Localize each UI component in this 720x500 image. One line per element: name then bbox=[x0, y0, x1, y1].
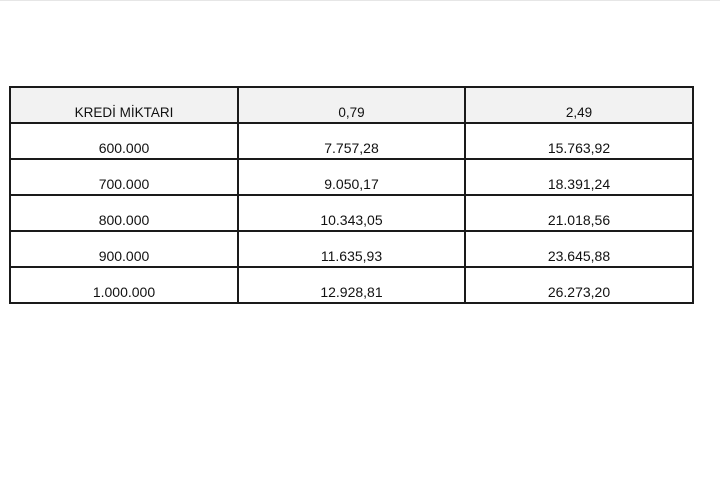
rate-2-value-cell: 15.763,92 bbox=[465, 123, 693, 159]
rate-2-value-cell: 26.273,20 bbox=[465, 267, 693, 303]
loan-amount-cell: 700.000 bbox=[10, 159, 238, 195]
rate-1-value-cell: 9.050,17 bbox=[238, 159, 465, 195]
table-row bbox=[10, 231, 693, 267]
table-row bbox=[10, 159, 693, 195]
loan-amount-cell: 1.000.000 bbox=[10, 267, 238, 303]
table-header-row bbox=[10, 87, 693, 123]
rate-2-value-cell: 23.645,88 bbox=[465, 231, 693, 267]
loan-amount-cell: 600.000 bbox=[10, 123, 238, 159]
loan-amount-cell: 800.000 bbox=[10, 195, 238, 231]
rate-2-value-cell: 21.018,56 bbox=[465, 195, 693, 231]
loan-amount-cell: 900.000 bbox=[10, 231, 238, 267]
top-divider bbox=[0, 0, 720, 1]
loan-payment-table bbox=[9, 86, 694, 304]
table-row bbox=[10, 267, 693, 303]
rate-1-value-cell: 10.343,05 bbox=[238, 195, 465, 231]
table-row bbox=[10, 195, 693, 231]
header-cell-loan-amount: KREDİ MİKTARI bbox=[10, 87, 238, 123]
rate-1-value-cell: 12.928,81 bbox=[238, 267, 465, 303]
rate-1-value-cell: 7.757,28 bbox=[238, 123, 465, 159]
header-cell-rate-1: 0,79 bbox=[238, 87, 465, 123]
rate-2-value-cell: 18.391,24 bbox=[465, 159, 693, 195]
header-cell-rate-2: 2,49 bbox=[465, 87, 693, 123]
rate-1-value-cell: 11.635,93 bbox=[238, 231, 465, 267]
table-row bbox=[10, 123, 693, 159]
